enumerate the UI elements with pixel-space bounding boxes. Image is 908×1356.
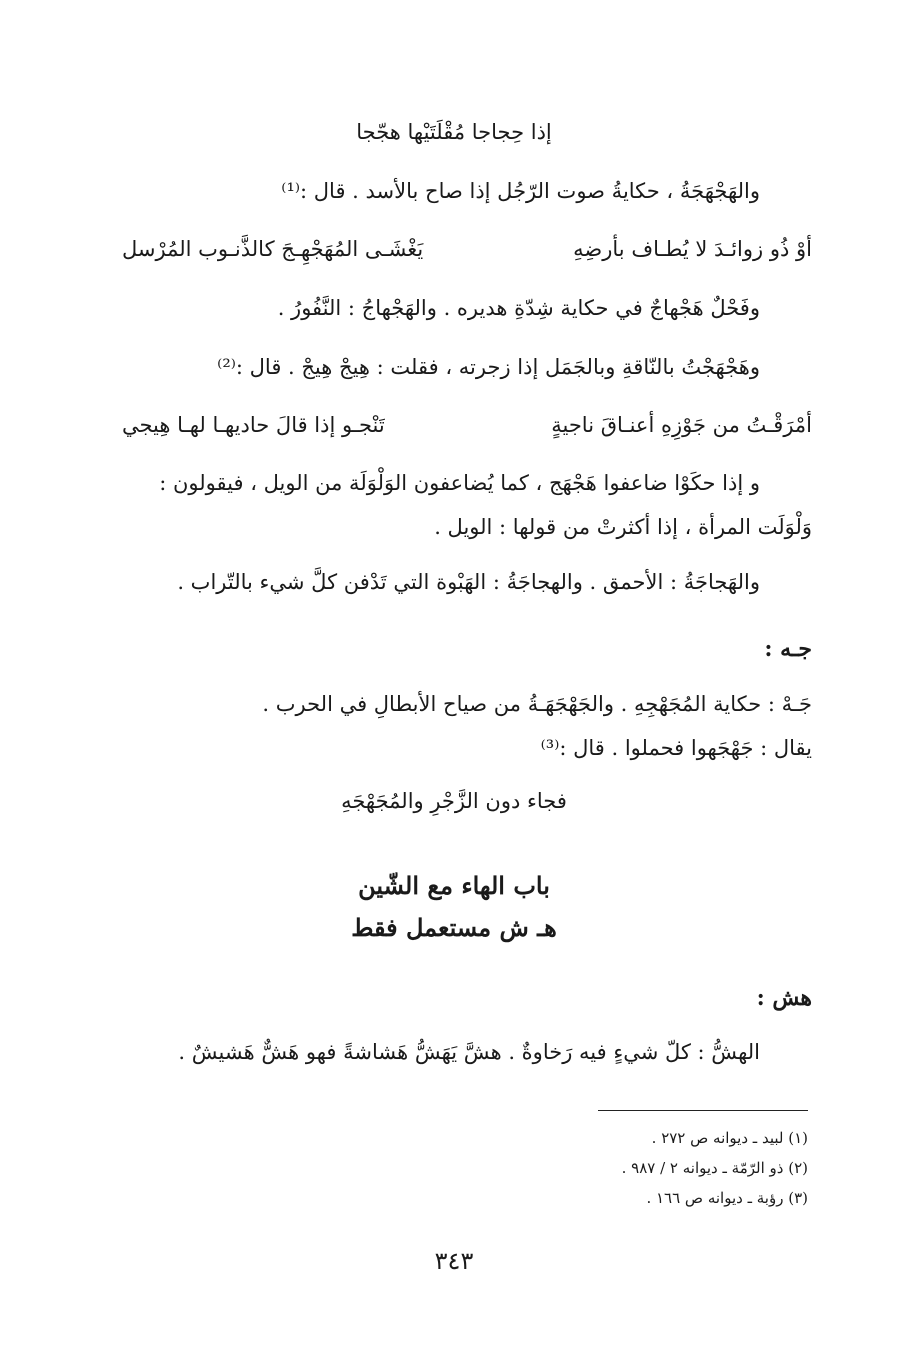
verse-hemistich-left: تَنْجـو إذا قالَ حاديهـا لهـا هِيجي bbox=[122, 413, 385, 437]
verse-fragment: فجاء دون الزَّجْرِ والمُجَهْجَهِ bbox=[341, 789, 567, 813]
text-line: والهَجْهَجَةُ ، حكايةُ صوت الرّجُل إذا صاح بالأسد . قال :⁽¹⁾ bbox=[281, 179, 760, 203]
text-line: جَـهْ : حكاية المُجَهْجِهِ . والجَهْجَهَـةُ من صياح الأبطالِ في الحرب . bbox=[262, 692, 812, 716]
footnote-2: (٢) ذو الرّمّة ـ ديوانه ٢ / ٩٨٧ . bbox=[621, 1159, 808, 1177]
section-heading-hash: هش : bbox=[756, 985, 812, 1011]
poetry-verse bbox=[122, 234, 812, 264]
footnote-1: (١) لبيد ـ ديوانه ص ٢٧٢ . bbox=[651, 1129, 808, 1147]
text-line: الهشُّ : كلّ شيءٍ فيه رَخاوةٌ . هشَّ يَهَشُّ هَشاشةً فهو هَشٌّ هَشيشٌ . bbox=[178, 1040, 760, 1064]
text-line: يقال : جَهْجَهوا فحملوا . قال :⁽³⁾ bbox=[540, 736, 812, 760]
verse-hemistich-right: أوْ ذُو زوائـدَ لا يُطـاف بأرضِهِ bbox=[573, 237, 812, 261]
text-line: وفَحْلٌ هَجْهاجٌ في حكاية شِدّةِ هديره . والهَجْهاجُ : النَّفُورُ . bbox=[277, 296, 760, 320]
text-line: وَلْوَلَت المرأة ، إذا أكثرتْ من قولها : الويل . bbox=[434, 515, 812, 539]
poetry-verse bbox=[122, 410, 812, 440]
text-line: و إذا حكَوْا ضاعفوا هَجْهَج ، كما يُضاعفون الوَلْوَلَة من الويل ، فيقولون : bbox=[159, 471, 760, 495]
page-number: ٣٤٣ bbox=[434, 1247, 474, 1275]
verse-hemistich-left: يَغْشَـى المُهَجْهِـجَ كالذَّنـوب المُرْسل bbox=[122, 237, 424, 261]
verse-hemistich-right: أمْرَقْـتُ من جَوْزِهِ أعنـاقَ ناجيةٍ bbox=[551, 413, 812, 437]
text-line: وهَجْهَجْتُ بالنّاقةِ وبالجَمَل إذا زجرته ، فقلت : هِيجْ هِيجْ . قال :⁽²⁾ bbox=[217, 355, 760, 379]
footnote-divider bbox=[598, 1110, 808, 1111]
footnote-3: (٣) رؤبة ـ ديوانه ص ١٦٦ . bbox=[646, 1189, 808, 1207]
text-line: والهَجاجَةُ : الأحمق . والهجاجَةُ : الهَبْوة التي تَدْفن كلَّ شيء بالتّراب . bbox=[177, 570, 760, 594]
chapter-title: باب الهاء مع الشّين bbox=[358, 871, 550, 900]
verse-fragment: إذا حِجاجا مُقْلَتَيْها هجّجا bbox=[356, 120, 552, 144]
section-heading-jah: جـه : bbox=[764, 636, 812, 662]
chapter-subtitle: هـ ش مستعمل فقط bbox=[351, 913, 557, 942]
